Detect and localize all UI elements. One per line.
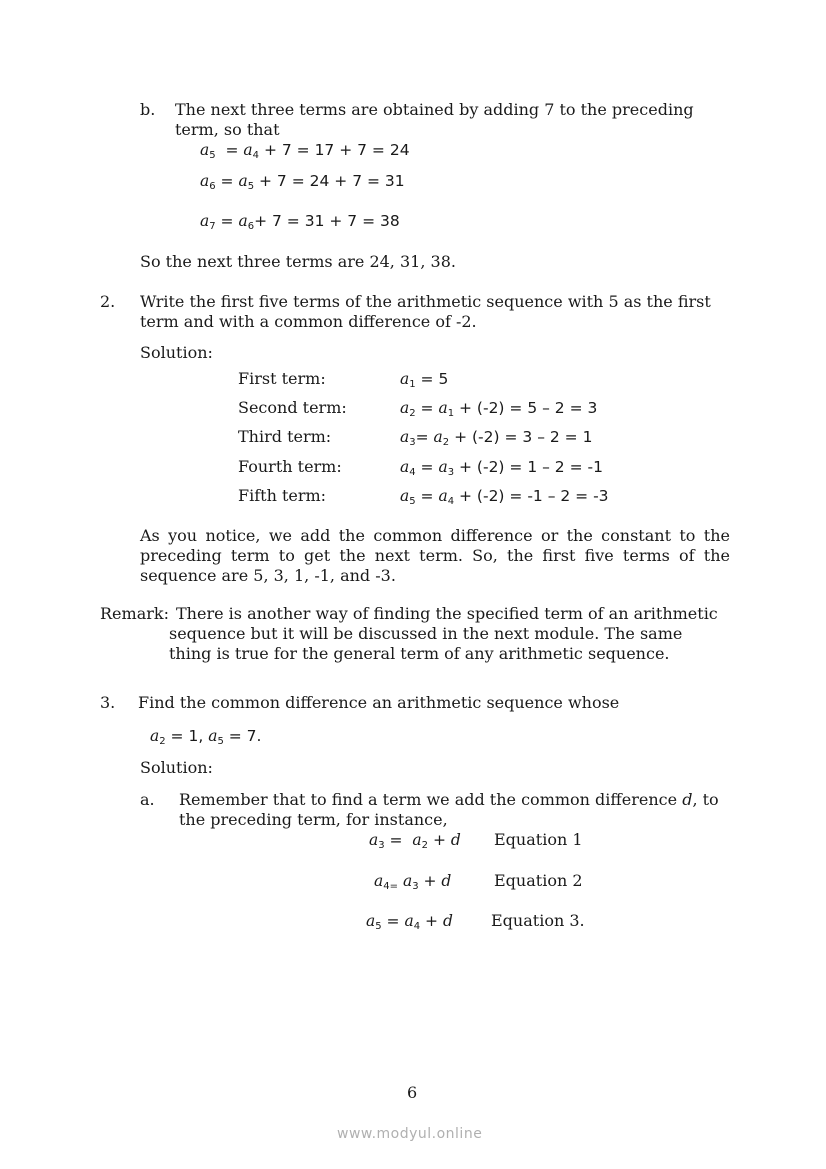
equation-a6: $a_6 = a_5 + 7 = 24 + 7 = 31$: [200, 172, 405, 192]
part-a-label: a.: [140, 790, 155, 809]
remark-line1: There is another way of finding the specified term of an arithmetic: [176, 604, 718, 623]
term-equation-fourth: $a_4 = a_3 + (-2) = 1 - 2 = -1$: [400, 458, 603, 478]
part-b-label: b.: [140, 100, 156, 119]
equation-2-label: Equation 2: [494, 871, 583, 890]
equation-2-formula: $a_{4=}$ $a_3 + d$: [374, 872, 452, 892]
remark-line3: thing is true for the general term of any arithmetic sequence.: [169, 644, 670, 663]
term-label-first: First term:: [238, 369, 326, 388]
term-equation-third: $a_3= a_2 + (-2) = 3 - 2 = 1$: [400, 428, 593, 448]
term-label-second: Second term:: [238, 398, 347, 417]
equation-1-formula: $a_3 = a_2 + d$: [369, 831, 461, 851]
item-2-notice: As you notice, we add the common difference or the constant to the preceding term to get the next term. So, the first five terms of the sequence are 5, 3, 1, -1, and -3.: [140, 526, 730, 585]
item-2-line2: term and with a common difference of -2.: [140, 312, 477, 331]
item-3-question: Find the common difference an arithmetic sequence whose: [138, 693, 620, 712]
item-2-solution-label: Solution:: [140, 343, 213, 362]
equation-1-label: Equation 1: [494, 830, 583, 849]
item-3-number: 3.: [100, 693, 116, 712]
term-equation-fifth: $a_5 = a_4 + (-2) = -1 - 2 = -3$: [400, 487, 609, 507]
part-b-line1: The next three terms are obtained by adding 7 to the preceding: [175, 100, 694, 119]
item-3-solution-label: Solution:: [140, 758, 213, 777]
part-a-line1: Remember that to find a term we add the common difference d, to: [179, 790, 719, 809]
part-b-conclusion: So the next three terms are 24, 31, 38.: [140, 252, 456, 271]
term-equation-first: $a_1 = 5$: [400, 370, 449, 390]
term-equation-second: $a_2 = a_1 + (-2) = 5 - 2 = 3$: [400, 399, 598, 419]
item-2-number: 2.: [100, 292, 116, 311]
remark-label: Remark:: [100, 604, 169, 623]
footer-watermark: www.modyul.online: [337, 1126, 483, 1142]
term-label-fifth: Fifth term:: [238, 486, 327, 505]
remark-line2: sequence but it will be discussed in the next module. The same: [169, 624, 683, 643]
equation-3-formula: $a_5 = a_4 + d$: [366, 912, 453, 932]
page-number: 6: [407, 1083, 418, 1102]
equation-3-label: Equation 3.: [491, 911, 585, 930]
term-label-third: Third term:: [238, 427, 332, 446]
part-b-line2: term, so that: [175, 120, 280, 139]
equation-a5: $a_5 = a_4 + 7 = 17 + 7 = 24$: [200, 141, 410, 161]
part-a-line2: the preceding term, for instance,: [179, 810, 448, 829]
item-3-given: $a_2 = 1$, $a_5 = 7$.: [150, 727, 262, 747]
term-label-fourth: Fourth term:: [238, 457, 342, 476]
item-2-line1: Write the first five terms of the arithmetic sequence with 5 as the first: [140, 292, 711, 311]
equation-a7: $a_7 = a_6+ 7 = 31 + 7 = 38$: [200, 212, 400, 232]
